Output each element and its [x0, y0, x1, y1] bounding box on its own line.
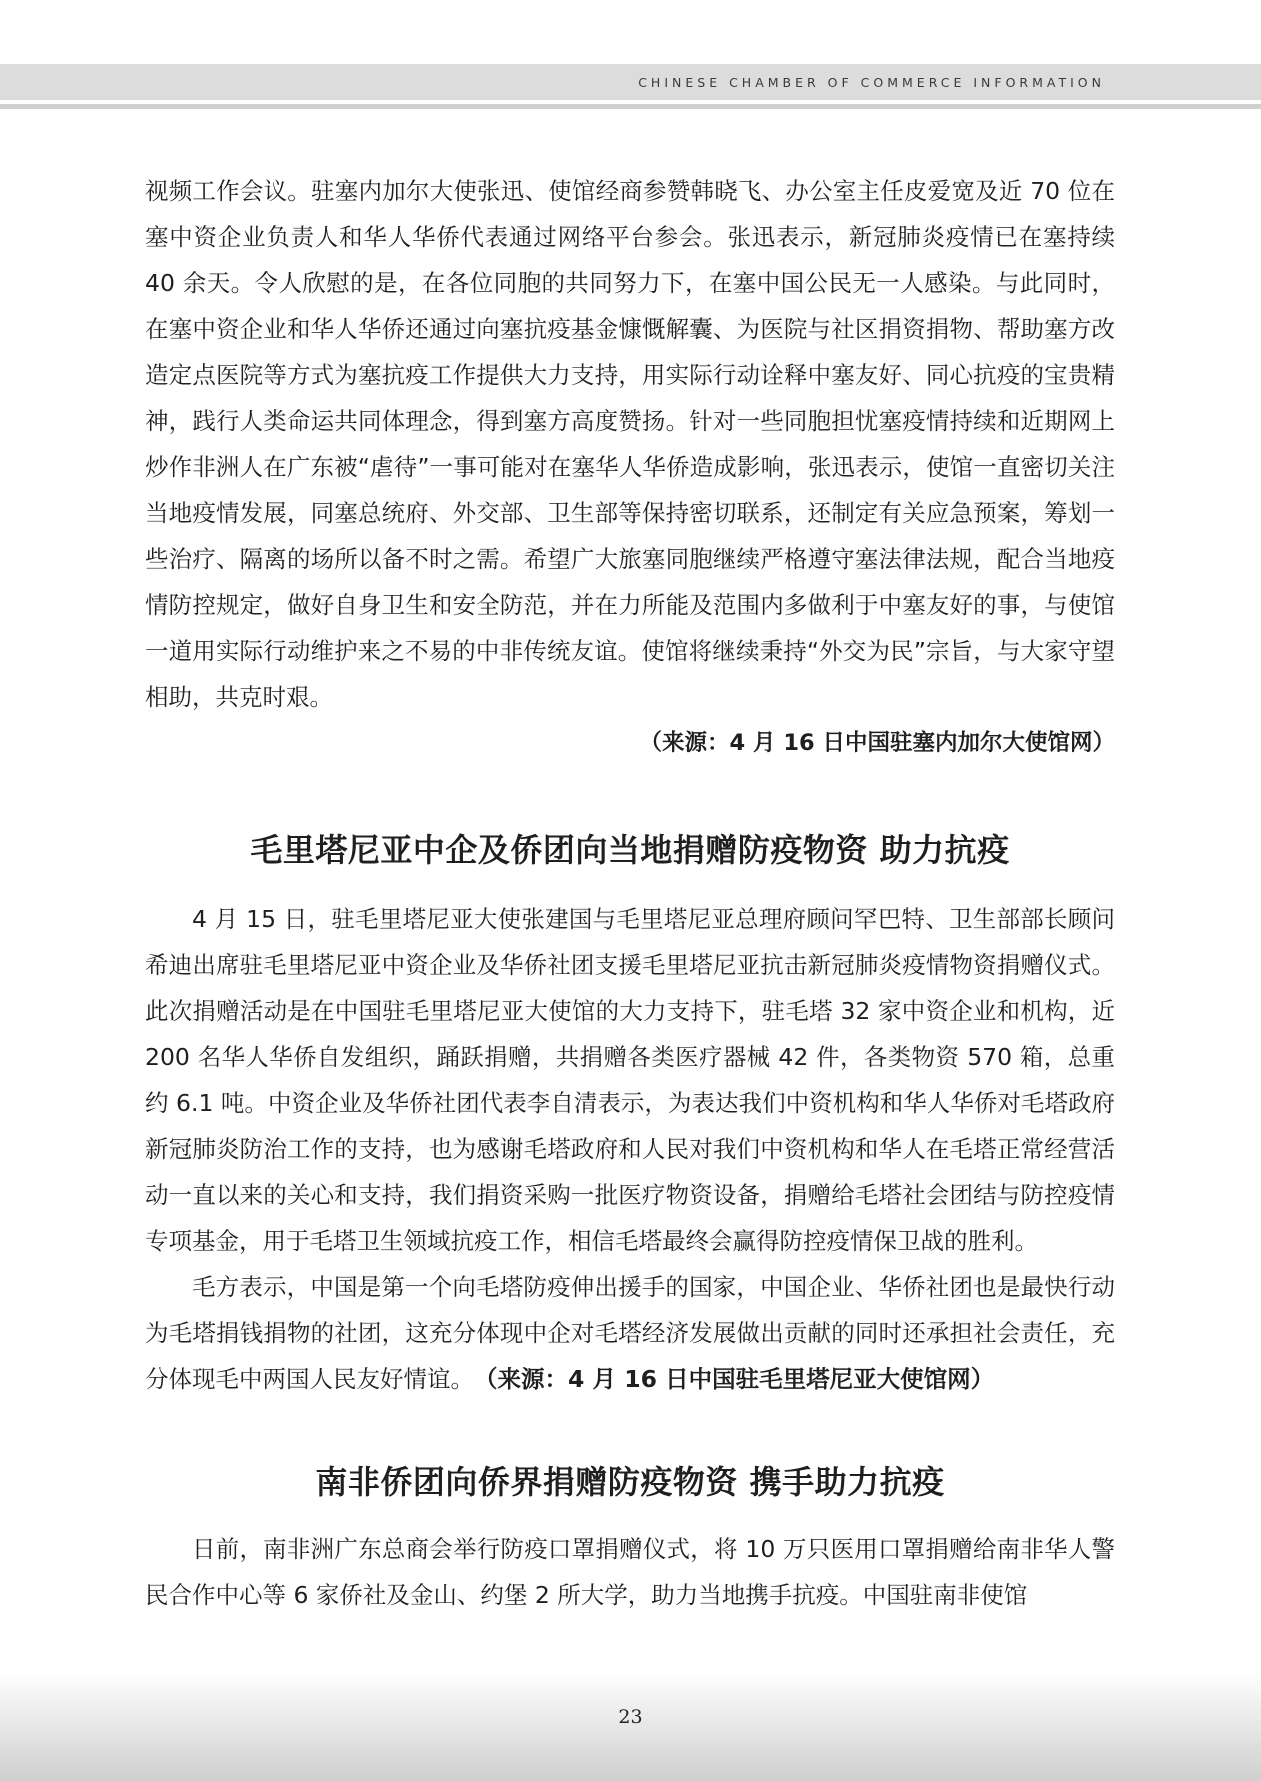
article2-title: 毛里塔尼亚中企及侨团向当地捐赠防疫物资 助力抗疫 [250, 831, 1010, 869]
article2-paragraph-1: 4 月 15 日，驻毛里塔尼亚大使张建国与毛里塔尼亚总理府顾问罕巴特、卫生部部长顾问希迪出席驻毛里塔尼亚中资企业及华侨社团支援毛里塔尼亚抗击新冠肺炎疫情物资捐赠仪式。此次捐赠活动是在中国驻毛里塔尼亚大使馆的大力支持下，驻毛塔 32 家中资企业和机构，近 200 名华人华侨自发组织，踊跃捐赠，共捐赠各类医疗器械 42 件，各类物资 570 箱，总重约 6.1 吨。中资企业及华侨社团代表李自清表示，为表达我们中资机构和华人华侨对毛塔政府新冠肺炎防治工作的支持，也为感谢毛塔政府和人民对我们中资机构和华人在毛塔正常经营活动一直以来的关心和支持，我们捐资采购一批医疗物资设备，捐赠给毛塔社会团结与防控疫情专项基金，用于毛塔卫生领域抗疫工作，相信毛塔最终会赢得防控疫情保卫战的胜利。 [145, 905, 1115, 1255]
article3-title: 南非侨团向侨界捐赠防疫物资 携手助力抗疫 [315, 1463, 945, 1501]
header-rule [0, 104, 1261, 109]
article2-paragraph-2-text: 毛方表示，中国是第一个向毛塔防疫伸出援手的国家，中国企业、华侨社团也是最快行动为毛塔捐钱捐物的社团，这充分体现中企对毛塔经济发展做出贡献的同时还承担社会责任，充分体现毛中两国人民友好情谊。 [145, 1273, 1115, 1393]
article2-paragraph-2 [145, 1264, 1115, 1402]
article2-source: （来源：4 月 16 日中国驻毛里塔尼亚大使馆网） [485, 1365, 995, 1393]
article1-paragraph: 视频工作会议。驻塞内加尔大使张迅、使馆经商参赞韩晓飞、办公室主任皮爱宽及近 70 位在塞中资企业负责人和华人华侨代表通过网络平台参会。张迅表示，新冠肺炎疫情已在塞持续 40 余天。令人欣慰的是，在各位同胞的共同努力下，在塞中国公民无一人感染。与此同时，在塞中资企业和华人华侨还通过向塞抗疫基金慷慨解囊、为医院与社区捐资捐物、帮助塞方改造定点医院等方式为塞抗疫工作提供大力支持，用实际行动诠释中塞友好、同心抗疫的宝贵精神，践行人类命运共同体理念，得到塞方高度赞扬。针对一些同胞担忧塞疫情持续和近期网上炒作非洲人在广东被“虐待”一事可能对在塞华人华侨造成影响，张迅表示，使馆一直密切关注当地疫情发展，同塞总统府、外交部、卫生部等保持密切联系，还制定有关应急预案，筹划一些治疗、隔离的场所以备不时之需。希望广大旅塞同胞继续严格遵守塞法律法规，配合当地疫情防控规定，做好自身卫生和安全防范，并在力所能及范围内多做利于中塞友好的事，与使馆一道用实际行动维护来之不易的中非传统友谊。使馆将继续秉持“外交为民”宗旨，与大家守望相助，共克时艰。 [145, 177, 1115, 711]
page-number: 23 [618, 1706, 643, 1728]
article1-source: （来源：4 月 16 日中国驻塞内加尔大使馆网） [639, 730, 1115, 756]
article3-paragraph: 日前，南非洲广东总商会举行防疫口罩捐赠仪式，将 10 万只医用口罩捐赠给南非华人警民合作中心等 6 家侨社及金山、约堡 2 所大学，助力当地携手抗疫。中国驻南非使馆 [145, 1535, 1115, 1609]
page-content [145, 168, 1115, 1618]
header-banner-text: CHINESE CHAMBER OF COMMERCE INFORMATION [638, 75, 1105, 90]
